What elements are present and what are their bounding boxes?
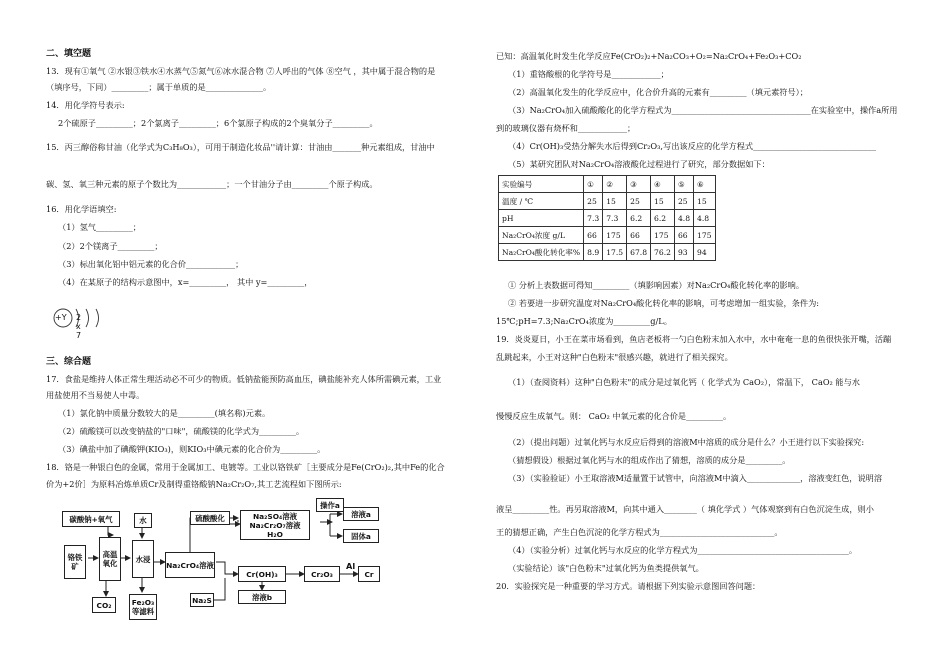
q17-item3: （3）碘盐中加了碘酸钾(KIO₃)，则KIO₃中碘元素的化合价为_________。 bbox=[58, 444, 326, 454]
q16-item1: （1）氢气_________； bbox=[58, 222, 141, 232]
q19-line1: 19．炎炎夏日，小王在菜市场看到，鱼店老板将一勺白色粉末加入水中，水中奄奄一息的鱼很快张开嘴，活蹦 bbox=[496, 334, 892, 344]
flow-box-chromium-hydroxide: Cr(OH)₃ bbox=[238, 566, 286, 582]
q14-title: 14．用化学符号表示: bbox=[46, 100, 125, 110]
table-cell: Na₂CrO₄酸化转化率% bbox=[499, 244, 584, 261]
q19-item1-line1: （1）（查阅资料）这种"白色粉末"的成分是过氧化钙（ 化学式为 CaO₂），常温下， CaO₂ 能与水 bbox=[508, 377, 860, 387]
atom-nucleus-label: +Y bbox=[55, 313, 67, 322]
q16-item4: （4）在某原子的结构示意图中，x=_________， 其中 y=_________， bbox=[58, 277, 313, 287]
flow-box-water: 水 bbox=[134, 513, 152, 528]
table-cell: ④ bbox=[651, 176, 675, 193]
flow-box-chromium-oxide: Cr₂O₃ bbox=[304, 566, 340, 582]
q18-sub2: ② 若要进一步研究温度对Na₂CrO₄酸化转化率的影响，可考虑增加一组实验，条件为: bbox=[508, 298, 820, 308]
flow-box-solid-a: 固体a bbox=[343, 529, 379, 543]
table-cell: 175 bbox=[651, 227, 675, 244]
q17-line1: 17．食盐是维持人体正常生理活动必不可少的物质。低钠盐能预防高血压，碘盐能补充人体所需碘元素，工业 bbox=[46, 374, 442, 384]
acidification-data-table bbox=[498, 175, 716, 261]
q18-item3-line1: （3）Na₂CrO₄加入硫酸酸化的化学方程式为__________________________________在实验室中，操作a所用 bbox=[508, 105, 898, 115]
table-cell: 66 bbox=[627, 227, 651, 244]
q17-line2: 用盐使用不当易使人中毒。 bbox=[46, 390, 145, 400]
q19-item4: （4）（实验分析）过氧化钙与水反应的化学方程式为_____________________________________。 bbox=[508, 545, 858, 555]
table-cell: pH bbox=[499, 210, 584, 227]
q19-item1-line2: 慢慢反应生成氧气。则： CaO₂ 中氧元素的化合价是_________。 bbox=[496, 411, 732, 421]
flow-box-sodium-carbonate-oxygen: 碳酸钠+氧气 bbox=[62, 511, 120, 527]
flow-box-iron-oxide-residue: Fe₂O₃等滤料 bbox=[129, 594, 157, 620]
q16-item2: （2）2个镁离子_________； bbox=[58, 241, 163, 251]
table-cell: 7.3 bbox=[603, 210, 627, 227]
table-cell: 实验编号 bbox=[499, 176, 584, 193]
q19-conclusion: （实验结论）该"白色粉末"过氧化钙为鱼类提供氧气。 bbox=[508, 563, 704, 573]
table-cell: ⑤ bbox=[674, 176, 693, 193]
q18-line2: 价为+2价］为原料冶炼单质Cr及制得重铬酸钠Na₂Cr₂O₇,其工艺流程如下图所示: bbox=[46, 479, 342, 489]
q19-item3-line3: 王的猜想正确，产生白色沉淀的化学方程式为____________________________。 bbox=[496, 527, 783, 537]
table-cell: 7.3 bbox=[584, 210, 603, 227]
table-cell: Na₂CrO₄浓度 g/L bbox=[499, 227, 584, 244]
q20-title: 20．实验探究是一种重要的学习方式。请根据下列实验示意图回答问题： bbox=[496, 581, 761, 591]
table-row bbox=[499, 227, 716, 244]
q18-item2: （2）高温氧化发生的化学反应中，化合价升高的元素有_________（填元素符号）； bbox=[508, 87, 808, 97]
q13-line1: 13．现有①氧气 ②水银③铁水④水蒸气⑤氮气⑥冰水混合物 ⑦人呼出的气体 ⑧空气 ，其中属于混合物的是 bbox=[46, 66, 436, 76]
flow-box-water-leach: 水浸 bbox=[132, 540, 154, 578]
q15-line2: 碳、氢、氧三种元素的原子个数比为____________；一个甘油分子由_________个原子构成。 bbox=[46, 179, 378, 189]
q19-item3-line2: 液呈_________性。再另取溶液M，向其中通入________（ 填化学式 ）气体观察到有白色沉淀生成，则小 bbox=[496, 504, 874, 514]
table-cell: 66 bbox=[674, 227, 693, 244]
table-cell: ③ bbox=[627, 176, 651, 193]
q16-title: 16．用化学语填空: bbox=[46, 204, 117, 214]
q18-item5-intro: （5）某研究团队对Na₂CrO₄溶液酸化过程进行了研究，部分数据如下： bbox=[508, 159, 770, 169]
table-cell: 6.2 bbox=[627, 210, 651, 227]
q17-item2: （2）硫酸镁可以改变钠盐的"口味"，硫酸镁的化学式为_________。 bbox=[58, 426, 305, 436]
flow-box-sodium-chromate-solution: Na₂CrO₄溶液 bbox=[165, 552, 215, 578]
table-cell: ② bbox=[603, 176, 627, 193]
table-cell: 175 bbox=[694, 227, 716, 244]
q19-line2: 乱跳起来，小王对这种"白色粉末"很感兴趣，就进行了相关探究。 bbox=[496, 352, 733, 362]
q18-sub2-conditions: 15℃;pH=7.3;Na₂CrO₄浓度为_________g/L。 bbox=[496, 316, 672, 326]
table-cell: 67.8 bbox=[627, 244, 651, 261]
q18-item1: （1）重铬酸根的化学符号是____________； bbox=[508, 69, 669, 79]
atom-shell-labels: 2 x 7 bbox=[76, 313, 83, 340]
flow-box-chromite-ore: 铬铁矿 bbox=[64, 545, 86, 579]
section-heading-fill: 二、填空题 bbox=[46, 49, 92, 59]
table-cell: 76.2 bbox=[651, 244, 675, 261]
q17-item1: （1）氯化钠中质量分数较大的是_________(填名称)元素。 bbox=[58, 408, 271, 418]
table-cell: 25 bbox=[627, 193, 651, 210]
q19-item3-line1: （3）（实验验证）小王取溶液M适量置于试管中，向溶液M中滴入_____________，溶液变红色，说明溶 bbox=[508, 473, 883, 483]
table-row bbox=[499, 176, 716, 193]
table-cell: 4.8 bbox=[694, 210, 716, 227]
q18-item3-line2: 到的玻璃仪器有烧杯和____________； bbox=[496, 123, 636, 133]
table-cell: ① bbox=[584, 176, 603, 193]
table-cell: 温度 / ℃ bbox=[499, 193, 584, 210]
flow-box-sodium-sulfate-dichromate: Na₂SO₄溶液 Na₂Cr₂O₇溶液 H₂O bbox=[240, 510, 310, 540]
table-cell: 4.8 bbox=[674, 210, 693, 227]
table-cell: 15 bbox=[651, 193, 675, 210]
table-cell: 94 bbox=[694, 244, 716, 261]
flow-box-chromium: Cr bbox=[358, 566, 380, 582]
flow-box-co2: CO₂ bbox=[92, 597, 116, 613]
q18-item4: （4）Cr(OH)₃受热分解失水后得到Cr₂O₃,写出该反应的化学方程式______________________________ bbox=[508, 141, 876, 151]
q14-line: 2个硫原子_________；2个氯离子_________；6个氯原子构成的2个臭氧分子_________。 bbox=[58, 118, 378, 128]
table-cell: 8.9 bbox=[584, 244, 603, 261]
q19-hypothesis: （猜想假设）根据过氧化钙与水的组成作出了猜想，溶质的成分是_________。 bbox=[508, 455, 791, 465]
table-cell: 6.2 bbox=[651, 210, 675, 227]
flow-box-sodium-sulfide: Na₂S bbox=[190, 593, 214, 607]
flow-box-operation-a: 操作a bbox=[316, 498, 344, 512]
flow-box-sulfuric-acidification: 硫酸酸化 bbox=[190, 511, 230, 525]
q19-item2: （2）（提出问题）过氧化钙与水反应后得到的溶液M中溶质的成分是什么？小王进行以下实验探究: bbox=[508, 437, 865, 447]
flow-box-solution-b: 溶液b bbox=[238, 590, 286, 604]
table-cell: 25 bbox=[674, 193, 693, 210]
table-cell: 25 bbox=[584, 193, 603, 210]
table-cell: 15 bbox=[603, 193, 627, 210]
table-row bbox=[499, 193, 716, 210]
table-cell: 15 bbox=[694, 193, 716, 210]
q16-item3: （3）标出氧化铝中铝元素的化合价____________； bbox=[58, 259, 244, 269]
flow-box-solution-a: 溶液a bbox=[343, 507, 379, 521]
flow-label-aluminum: Al bbox=[346, 561, 356, 571]
table-cell: 175 bbox=[603, 227, 627, 244]
table-cell: 66 bbox=[584, 227, 603, 244]
flow-box-high-temp-oxidation: 高温氧化 bbox=[99, 537, 121, 581]
table-row bbox=[499, 244, 716, 261]
section-heading-comprehensive: 三、综合题 bbox=[46, 357, 92, 367]
q18-line1: 18．铬是一种银白色的金属，常用于金属加工、电镀等。工业以铬铁矿［主要成分是Fe(CrO₂)₂,其中Fe的化合 bbox=[46, 462, 445, 472]
table-cell: 17.5 bbox=[603, 244, 627, 261]
q13-line2: （填序号，下同）_________；属于单质的是______________。 bbox=[46, 82, 272, 92]
table-cell: ⑥ bbox=[694, 176, 716, 193]
table-cell: 93 bbox=[674, 244, 693, 261]
q18-sub1: ① 分析上表数据可得知_________（填影响因素）对Na₂CrO₄酸化转化率的影响。 bbox=[508, 280, 805, 290]
known-reaction: 已知：高温氧化时发生化学反应Fe(CrO₂)₂+Na₂CO₃+O₂=Na₂CrO₄+Fe₂O₃+CO₂ bbox=[496, 51, 802, 61]
q15-line1: 15．丙三醇俗称甘油（化学式为C₃H₈O₃），可用于制造化妆品''请计算：甘油由_______种元素组成，甘油中 bbox=[46, 142, 435, 152]
table-row bbox=[499, 210, 716, 227]
